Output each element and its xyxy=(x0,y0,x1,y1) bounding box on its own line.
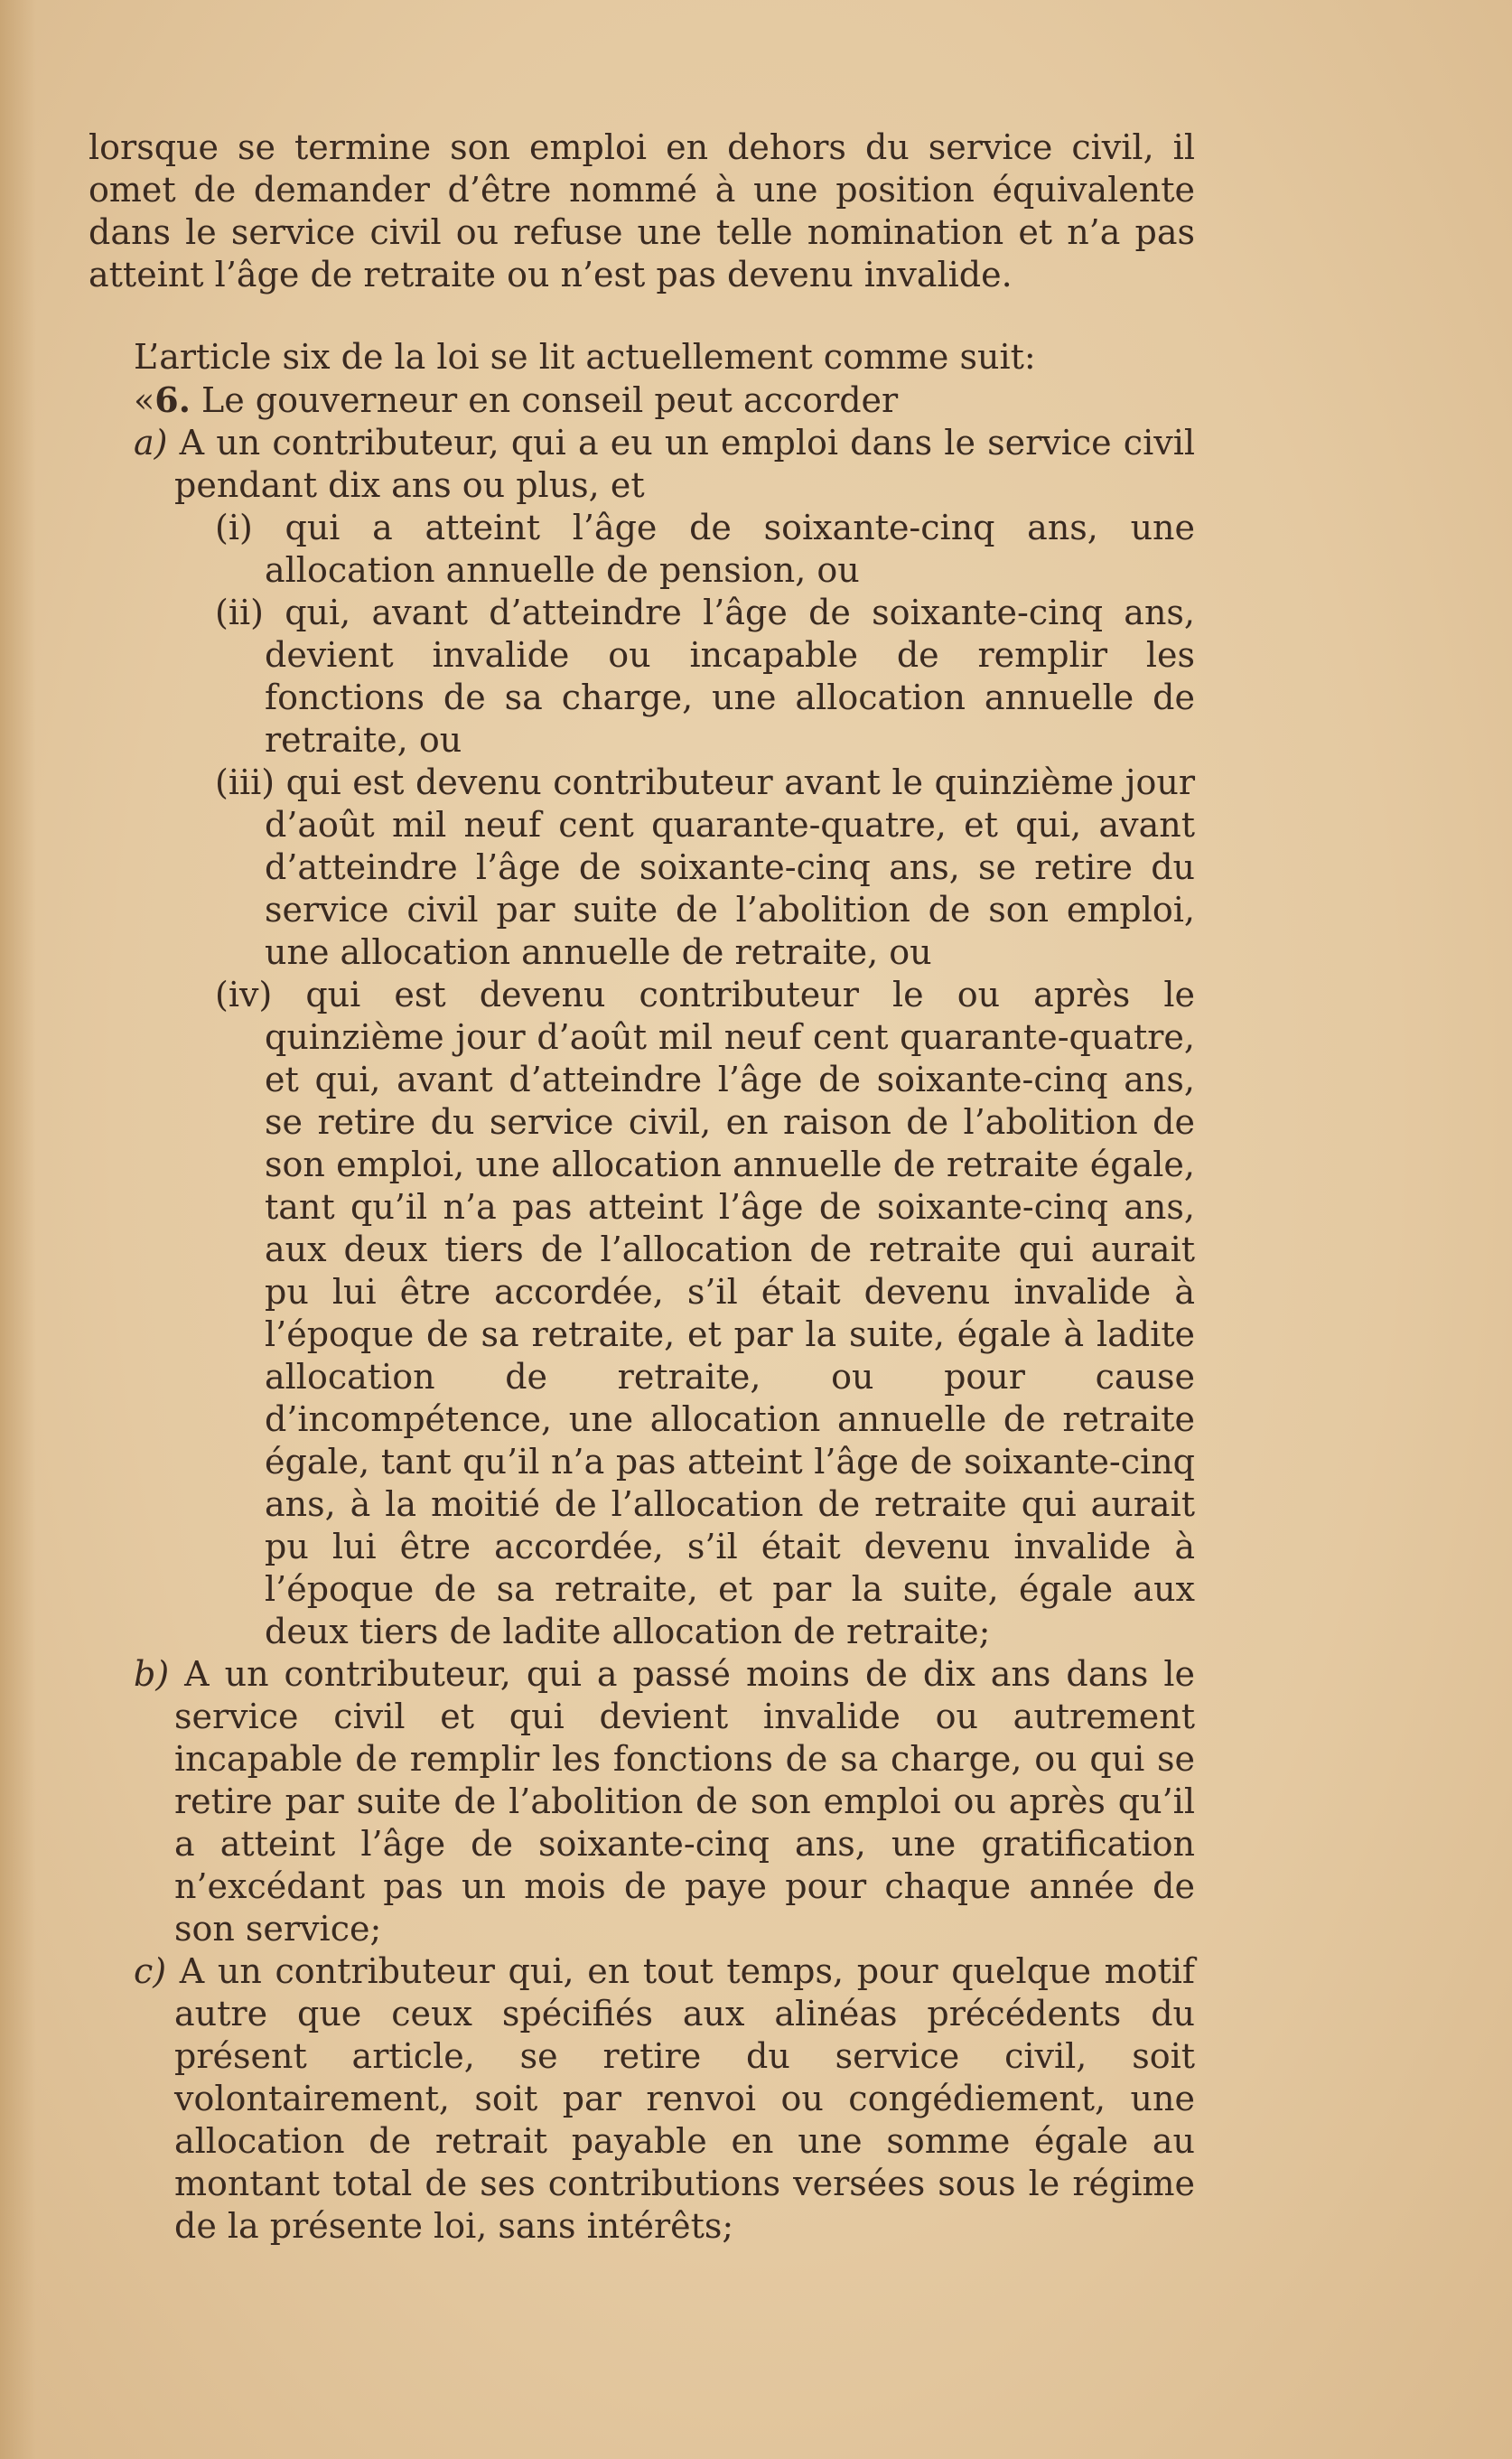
subitem-text: qui, avant d’atteindre l’âge de soixante-cinq ans, devient invalide ou incapable de remplir les fonctions de sa charge, une allocation annuelle de retraite, ou xyxy=(263,593,1195,760)
item-text: A un contributeur, qui a eu un emploi dans le service civil pendant dix ans ou plus, et xyxy=(167,423,1195,505)
subitem-iii xyxy=(89,762,1195,974)
item-text: A un contributeur, qui a passé moins de dix ans dans le service civil et qui devient invalide ou autrement incapable de remplir les fonctions de sa charge, ou qui se retire par suite de l’abolition de son emploi ou après qu’il a atteint l’âge de soixante-cinq ans, une gratification n’excédant pas un mois de paye pour chaque année de son service; xyxy=(169,1654,1195,1949)
item-c xyxy=(89,1950,1195,2248)
item-b xyxy=(89,1653,1195,1950)
item-a xyxy=(89,422,1195,507)
subitem-i xyxy=(89,507,1195,592)
item-letter: c) xyxy=(134,1951,167,1991)
subitem-text: qui a atteint l’âge de soixante-cinq ans, une allocation annuelle de pension, ou xyxy=(252,508,1195,590)
item-letter: b) xyxy=(134,1654,170,1694)
subitem-number: (ii) xyxy=(215,593,264,632)
article-six-heading xyxy=(89,379,1195,422)
subitem-number: (iv) xyxy=(215,975,273,1014)
item-text: A un contributeur qui, en tout temps, pour quelque motif autre que ceux spécifiés aux alinéas précédents du présent article, se retire du service civil, soit volontairement, soit par renvoi ou congédiement, une allocation de retrait payable en une somme égale au montant total de ses contributions versées sous le régime de la présente loi, sans intérêts; xyxy=(166,1951,1195,2246)
subitem-text: qui est devenu contributeur avant le quinzième jour d’août mil neuf cent quarante-quatre, et qui, avant d’atteindre l’âge de soixante-cinq ans, se retire du service civil par suite de l’abolition de son emploi, une allocation annuelle de retraite, ou xyxy=(265,762,1195,972)
article-intro: L’article six de la loi se lit actuellement comme suit: xyxy=(134,337,1036,377)
subitem-number: (iii) xyxy=(215,762,275,802)
subitem-ii xyxy=(89,592,1195,762)
subitem-number: (i) xyxy=(215,508,253,547)
body-text xyxy=(89,126,1195,2248)
article-number: 6. xyxy=(154,379,191,420)
item-letter: a) xyxy=(134,423,168,463)
subitem-iv xyxy=(89,974,1195,1653)
intro-paragraph: lorsque se termine son emploi en dehors du service civil, il omet de demander d’être nommé à une position équivalente dans le service civil ou refuse une telle nomination et n’a pas atteint l’âge de retraite ou n’est pas devenu invalide. xyxy=(89,127,1195,295)
open-quote: « xyxy=(134,380,155,420)
article-lead: Le gouverneur en conseil peut accorder xyxy=(190,380,899,420)
page-edge-shadow xyxy=(0,0,36,2459)
subitem-text: qui est devenu contributeur le ou après le quinzième jour d’août mil neuf cent quarante-quatre, et qui, avant d’atteindre l’âge de soixante-cinq ans, se retire du service civil, en raison de l’abolition de son emploi, une allocation annuelle de retraite égale, tant qu’il n’a pas atteint l’âge de soixante-cinq ans, aux deux tiers de l’allocation de retraite qui aurait pu lui être accordée, s’il était devenu invalide à l’époque de sa retraite, et par la suite, égale à ladite allocation de retraite, ou pour cause d’incompétence, une allocation annuelle de retraite égale, tant qu’il n’a pas atteint l’âge de soixante-cinq ans, à la moitié de l’allocation de retraite qui aurait pu lui être accordée, s’il était devenu invalide à l’époque de sa retraite, et par la suite, égale aux deux tiers de ladite allocation de retraite; xyxy=(265,975,1195,1651)
